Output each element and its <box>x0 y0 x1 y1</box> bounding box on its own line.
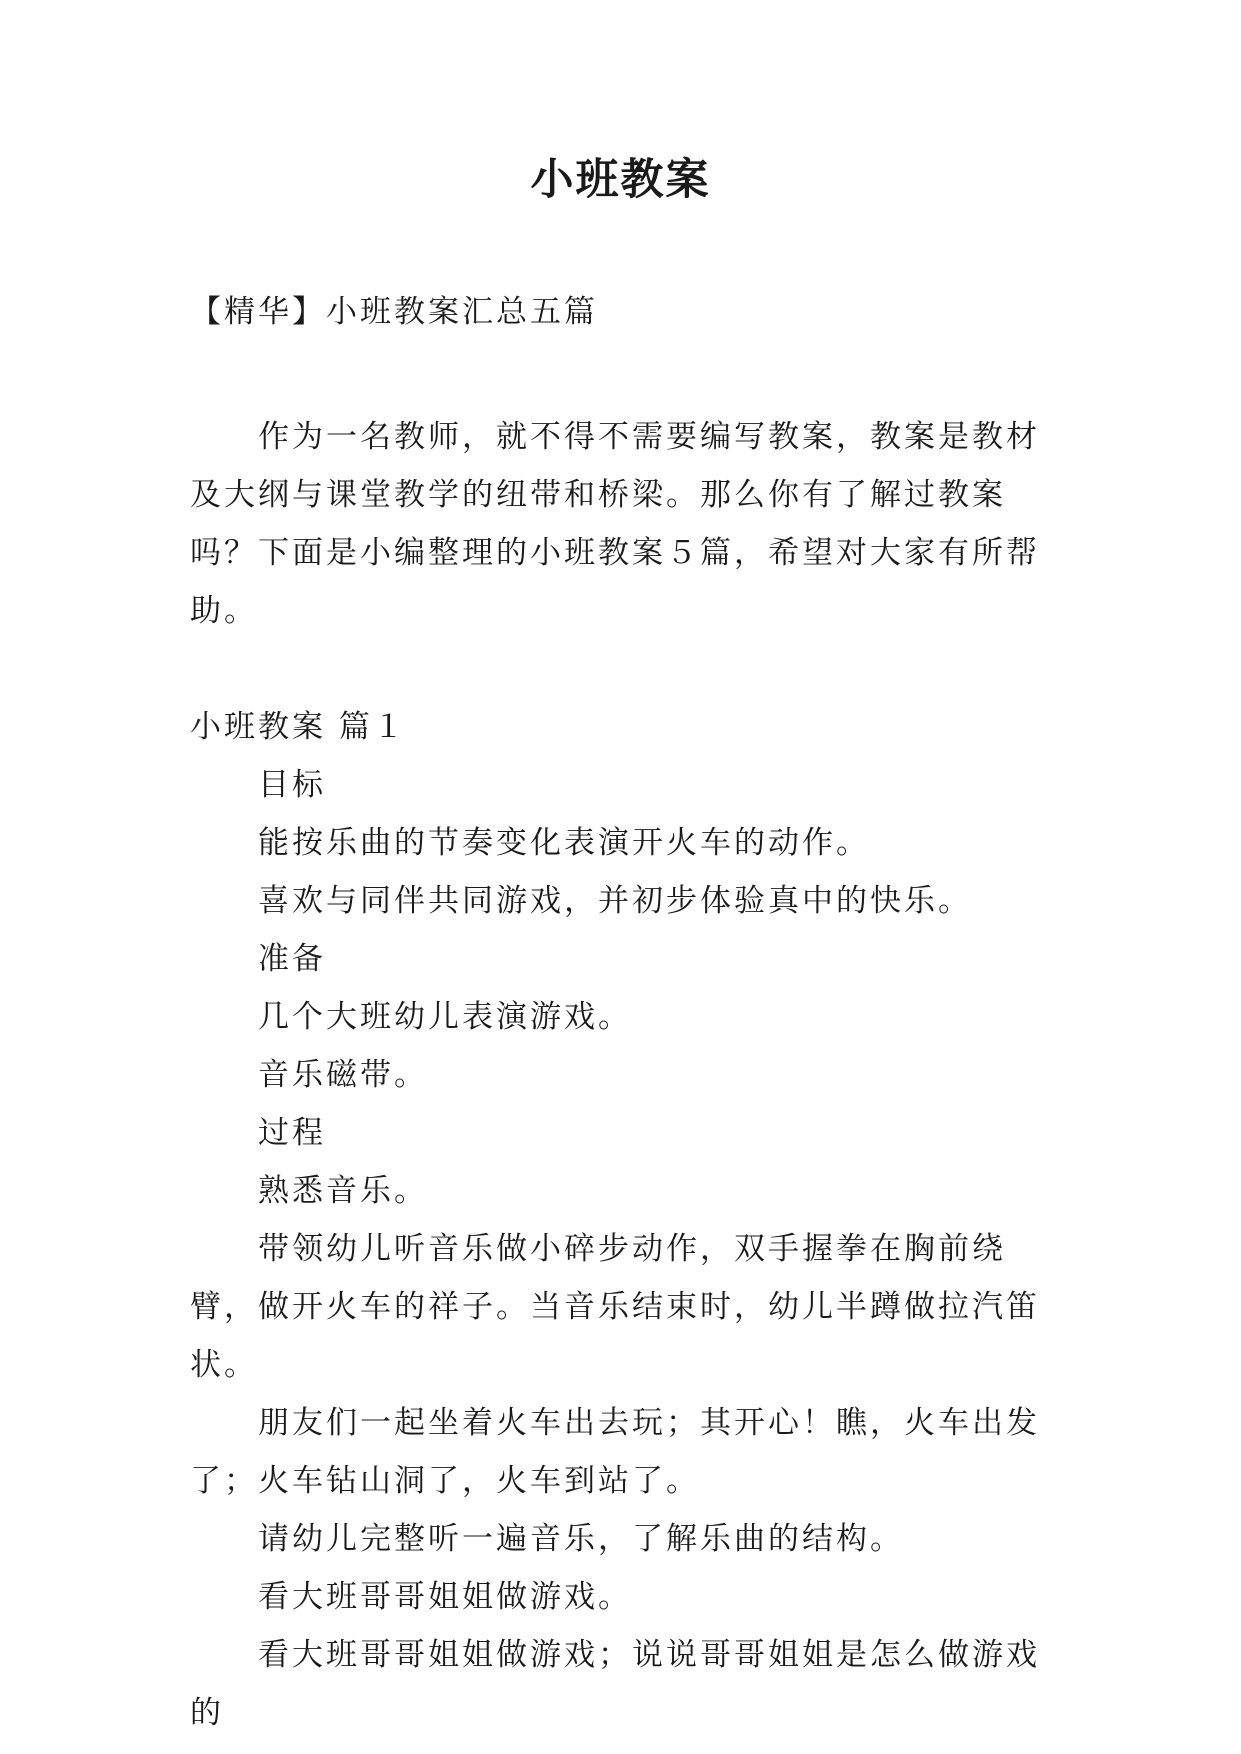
paragraph: 看大班哥哥姐姐做游戏。 <box>258 1579 632 1615</box>
paragraph: 看大班哥哥姐姐做游戏；说说哥哥姐姐是怎么做游戏的 <box>190 1637 1040 1731</box>
paragraph: 几个大班幼儿表演游戏。 <box>258 999 632 1035</box>
paragraph: 带领幼儿听音乐做小碎步动作，双手握拳在胸前绕臂，做开火车的祥子。当音乐结束时，幼儿半蹲做拉汽笛状。 <box>190 1231 1040 1383</box>
paragraph: 能按乐曲的节奏变化表演开火车的动作。 <box>258 825 870 861</box>
paragraph: 音乐磁带。 <box>258 1057 428 1093</box>
paragraph-goal-heading: 目标 <box>258 767 326 803</box>
document-subtitle: 【精华】小班教案汇总五篇 <box>190 294 598 330</box>
section-title: 小班教案 篇１ <box>190 709 407 745</box>
paragraph: 朋友们一起坐着火车出去玩；其开心！瞧，火车出发了；火车钻山洞了，火车到站了。 <box>190 1405 1040 1499</box>
document-title: 小班教案 <box>530 155 711 205</box>
paragraph: 请幼儿完整听一遍音乐，了解乐曲的结构。 <box>258 1521 904 1557</box>
intro-paragraph: 作为一名教师，就不得不需要编写教案，教案是教材及大纲与课堂教学的纽带和桥梁。那么你有了解过教案吗？下面是小编整理的小班教案５篇，希望对大家有所帮助。 <box>190 419 1040 629</box>
paragraph: 喜欢与同伴共同游戏，并初步体验真中的快乐。 <box>258 883 972 919</box>
paragraph-process-heading: 过程 <box>258 1115 326 1151</box>
document-body <box>190 408 1070 1742</box>
paragraph-preparation-heading: 准备 <box>258 941 326 977</box>
paragraph: 熟悉音乐。 <box>258 1173 428 1209</box>
